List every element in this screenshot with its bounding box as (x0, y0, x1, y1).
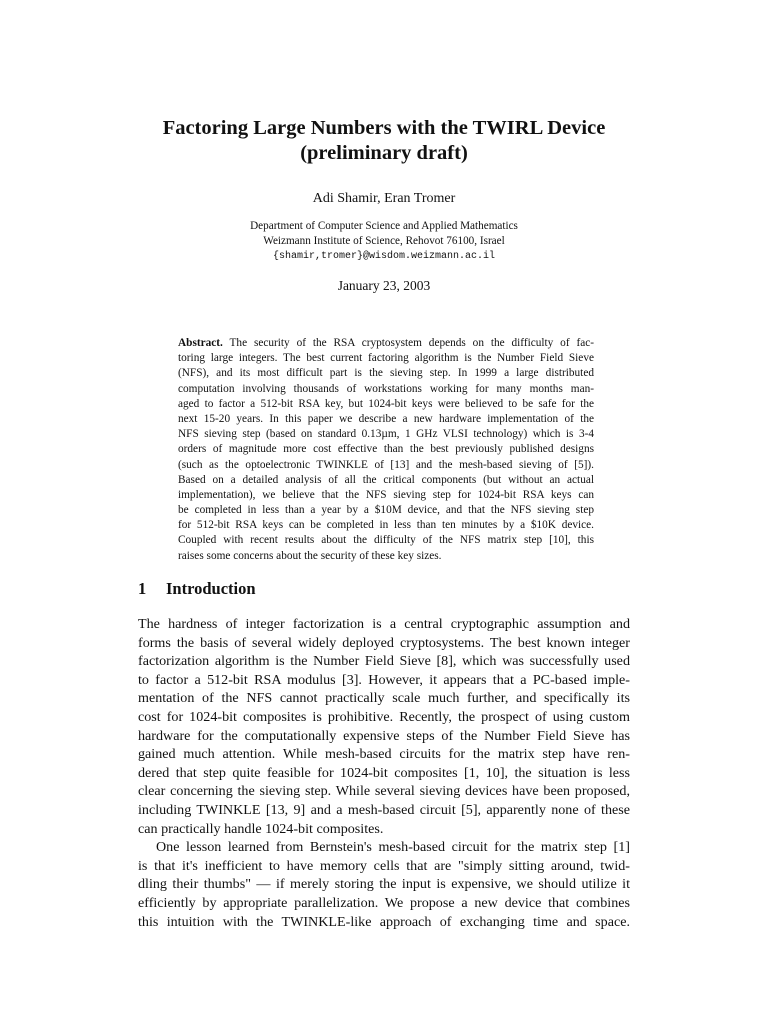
section-number: 1 (138, 579, 147, 598)
abstract-line: Based on a detailed analysis of all the critical components (but without an actual (178, 473, 594, 486)
abstract-line: be completed in less than a year by a $10M device, and that the NFS sieving step (178, 504, 594, 517)
paper-date: January 23, 2003 (337, 278, 431, 293)
body-line: forms the basis of several widely deployed cryptosystems. The best known integer (138, 634, 630, 651)
body-line: cost for 1024-bit composites is prohibitive. Recently, the prospect of using custom (138, 708, 630, 725)
paper-title (0, 116, 768, 166)
author-email: {shamir,tromer}@wisdom.weizmann.ac.il (272, 251, 496, 262)
title-line-1: Factoring Large Numbers with the TWIRL Device (162, 117, 606, 139)
section-title: Introduction (166, 579, 256, 598)
abstract-line: Coupled with recent results about the difficulty of the NFS matrix step [10], this (178, 534, 594, 547)
body-line: dered that step quite feasible for 1024-bit composites [1, 10], the situation is less (138, 764, 630, 781)
abstract-line: (such as the optoelectronic TWINKLE of [13] and the mesh-based sieving of [5]). (178, 458, 594, 471)
paper-affiliation (0, 219, 768, 264)
affiliation-line-2: Weizmann Institute of Science, Rehovot 76100, Israel (263, 235, 505, 247)
abstract-line (178, 336, 594, 351)
body-line: One lesson learned from Bernstein's mesh-based circuit for the matrix step [1] (156, 839, 630, 856)
abstract-line: (NFS), and its most difficult part is the sieving step. In 1999 a large distributed (178, 367, 594, 380)
paper-authors: Adi Shamir, Eran Tromer (312, 191, 456, 206)
body-line: dling their thumbs" — if merely storing the input is expensive, we should utilize it (138, 876, 630, 893)
abstract-line: raises some concerns about the security of these key sizes. (178, 549, 442, 562)
body-line: can practically handle 1024-bit composites. (138, 820, 384, 837)
body-line: clear concerning the sieving step. While several sieving devices have been proposed, (138, 783, 630, 800)
abstract-line-text: The security of the RSA cryptosystem depends on the difficulty of fac- (222, 337, 594, 349)
body-line: The hardness of integer factorization is a central cryptographic assumption and (138, 616, 630, 632)
abstract-label: Abstract. (178, 337, 223, 349)
body-line: gained much attention. While mesh-based circuits for the matrix step have ren- (138, 746, 630, 763)
abstract-line: toring large integers. The best current factoring algorithm is the Number Field Sieve (178, 352, 594, 365)
abstract-line: for 512-bit RSA keys can be completed in less than ten minutes by a $10K device. (178, 519, 594, 532)
section-heading-introduction (138, 579, 256, 599)
abstract-line: NFS sieving step (based on standard 0.13µm, 1 GHz VLSI technology) which is 3-4 (178, 428, 594, 441)
affiliation-line-1: Department of Computer Science and Applied Mathematics (250, 220, 518, 232)
introduction-body (138, 615, 630, 931)
abstract-line: implementation), we believe that the NFS sieving step for 1024-bit RSA keys can (178, 488, 594, 501)
body-line: including TWINKLE [13, 9] and a mesh-based circuit [5], apparently none of these (138, 801, 630, 818)
abstract (178, 336, 594, 564)
abstract-line: aged to factor a 512-bit RSA key, but 1024-bit keys were believed to be safe for the (178, 397, 594, 410)
abstract-line: next 15-20 years. In this paper we describe a new hardware implementation of the (178, 412, 594, 425)
body-line: efficiently by appropriate parallelization. We propose a new device that combines (138, 894, 630, 911)
body-line: hardware for the computationally expensive steps of the Number Field Sieve has (138, 727, 630, 744)
body-line: factorization algorithm is the Number Field Sieve [8], which was successfully used (138, 653, 630, 670)
body-line: is that it's inefficient to have memory cells that are "simply sitting around, twid- (138, 857, 630, 874)
abstract-line: computation involving thousands of workstations working for many months man- (178, 382, 594, 395)
body-line: to factor a 512-bit RSA modulus [3]. However, it appears that a PC-based imple- (138, 671, 630, 688)
body-line: this intuition with the TWINKLE-like approach of exchanging time and space. (138, 913, 630, 930)
abstract-line: orders of magnitude more cost effective than the best previously published designs (178, 443, 594, 456)
body-line: mentation of the NFS cannot practically scale much further, and specifically its (138, 690, 630, 707)
title-line-2: (preliminary draft) (300, 142, 468, 164)
